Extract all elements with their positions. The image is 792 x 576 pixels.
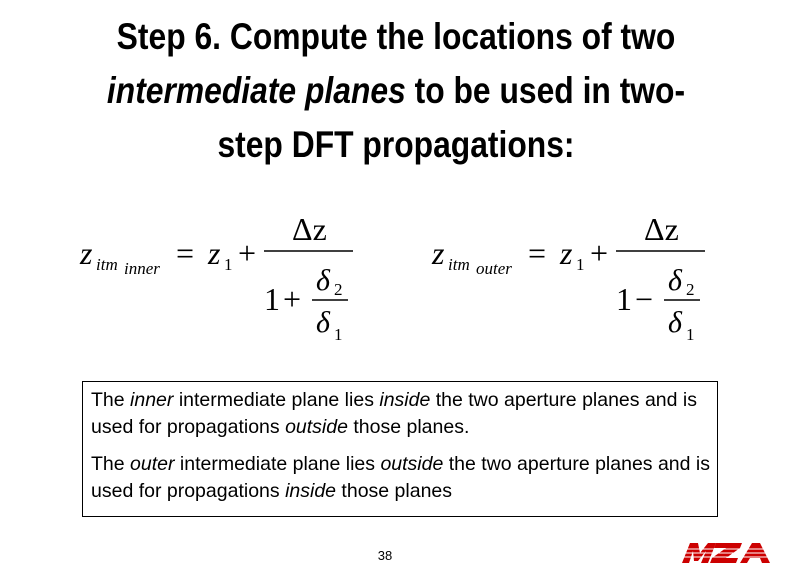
eq-inner-lhs-z: z (80, 235, 93, 271)
eq-inner-plus: + (238, 235, 257, 271)
eq-inner-z1-sub: 1 (224, 255, 233, 274)
eq-outer-delta-bottom: δ (668, 306, 682, 339)
text-span: intermediate plane lies (174, 453, 381, 475)
eq-outer-denom-op: − (635, 281, 654, 317)
page-number: 38 (377, 548, 393, 563)
title-italic-phrase: intermediate planes (106, 70, 406, 111)
italic-inside: inside (285, 480, 337, 502)
italic-outside: outside (285, 416, 348, 438)
eq-outer-denom-one: 1 (616, 281, 632, 317)
eq-outer-sub-itm: itm (448, 255, 470, 274)
text-span: intermediate plane lies (173, 389, 380, 411)
eq-inner-sub-inner: inner (124, 259, 160, 278)
explanation-inner (91, 387, 717, 441)
eq-inner-sub-itm: itm (96, 255, 118, 274)
mza-logo-svg (680, 539, 780, 569)
eq-inner-delta-top: δ (316, 264, 330, 297)
title-line-3: step DFT propagations: (217, 124, 575, 165)
eq-outer-numerator: Δz (644, 211, 679, 247)
italic-outer: outer (130, 453, 175, 475)
italic-outside: outside (380, 453, 444, 475)
explanation-box (82, 381, 718, 517)
equation-inner-svg (78, 200, 378, 350)
mza-logo (680, 539, 780, 574)
eq-inner-delta-top-sub: 2 (334, 280, 343, 299)
equation-outer (430, 200, 730, 355)
slide-title (55, 10, 736, 172)
eq-inner-delta-bottom: δ (316, 306, 330, 339)
title-line-2 (55, 64, 736, 118)
text-span: the two aperture planes and is used for propagations (91, 453, 710, 502)
italic-inside: inside (379, 389, 431, 411)
eq-outer-delta-top: δ (668, 264, 682, 297)
explanation-outer (91, 451, 717, 505)
eq-outer-sub-outer: outer (476, 259, 512, 278)
eq-outer-z1-sub: 1 (576, 255, 585, 274)
text-span: The (91, 453, 131, 475)
eq-outer-plus: + (590, 235, 609, 271)
title-line-1: Step 6. Compute the locations of two (116, 16, 676, 57)
eq-inner-z1: z (208, 235, 221, 271)
eq-inner-numerator: Δz (292, 211, 327, 247)
equation-outer-svg (430, 200, 730, 350)
text-span: The (91, 389, 131, 411)
eq-inner-equals: = (176, 235, 195, 271)
equation-inner (78, 200, 378, 355)
eq-inner-denom-op: + (283, 281, 302, 317)
text-span: the two aperture planes and is used for propagations (91, 389, 697, 438)
eq-outer-delta-top-sub: 2 (686, 280, 695, 299)
text-span: those planes (336, 480, 453, 502)
eq-outer-z1: z (560, 235, 573, 271)
italic-inner: inner (130, 389, 174, 411)
eq-outer-lhs-z: z (432, 235, 445, 271)
eq-outer-equals: = (528, 235, 547, 271)
eq-inner-delta-bottom-sub: 1 (334, 325, 343, 344)
text-span: those planes. (347, 416, 470, 438)
eq-outer-delta-bottom-sub: 1 (686, 325, 695, 344)
eq-inner-denom-one: 1 (264, 281, 280, 317)
title-line-2-rest: to be used in two- (405, 70, 686, 111)
